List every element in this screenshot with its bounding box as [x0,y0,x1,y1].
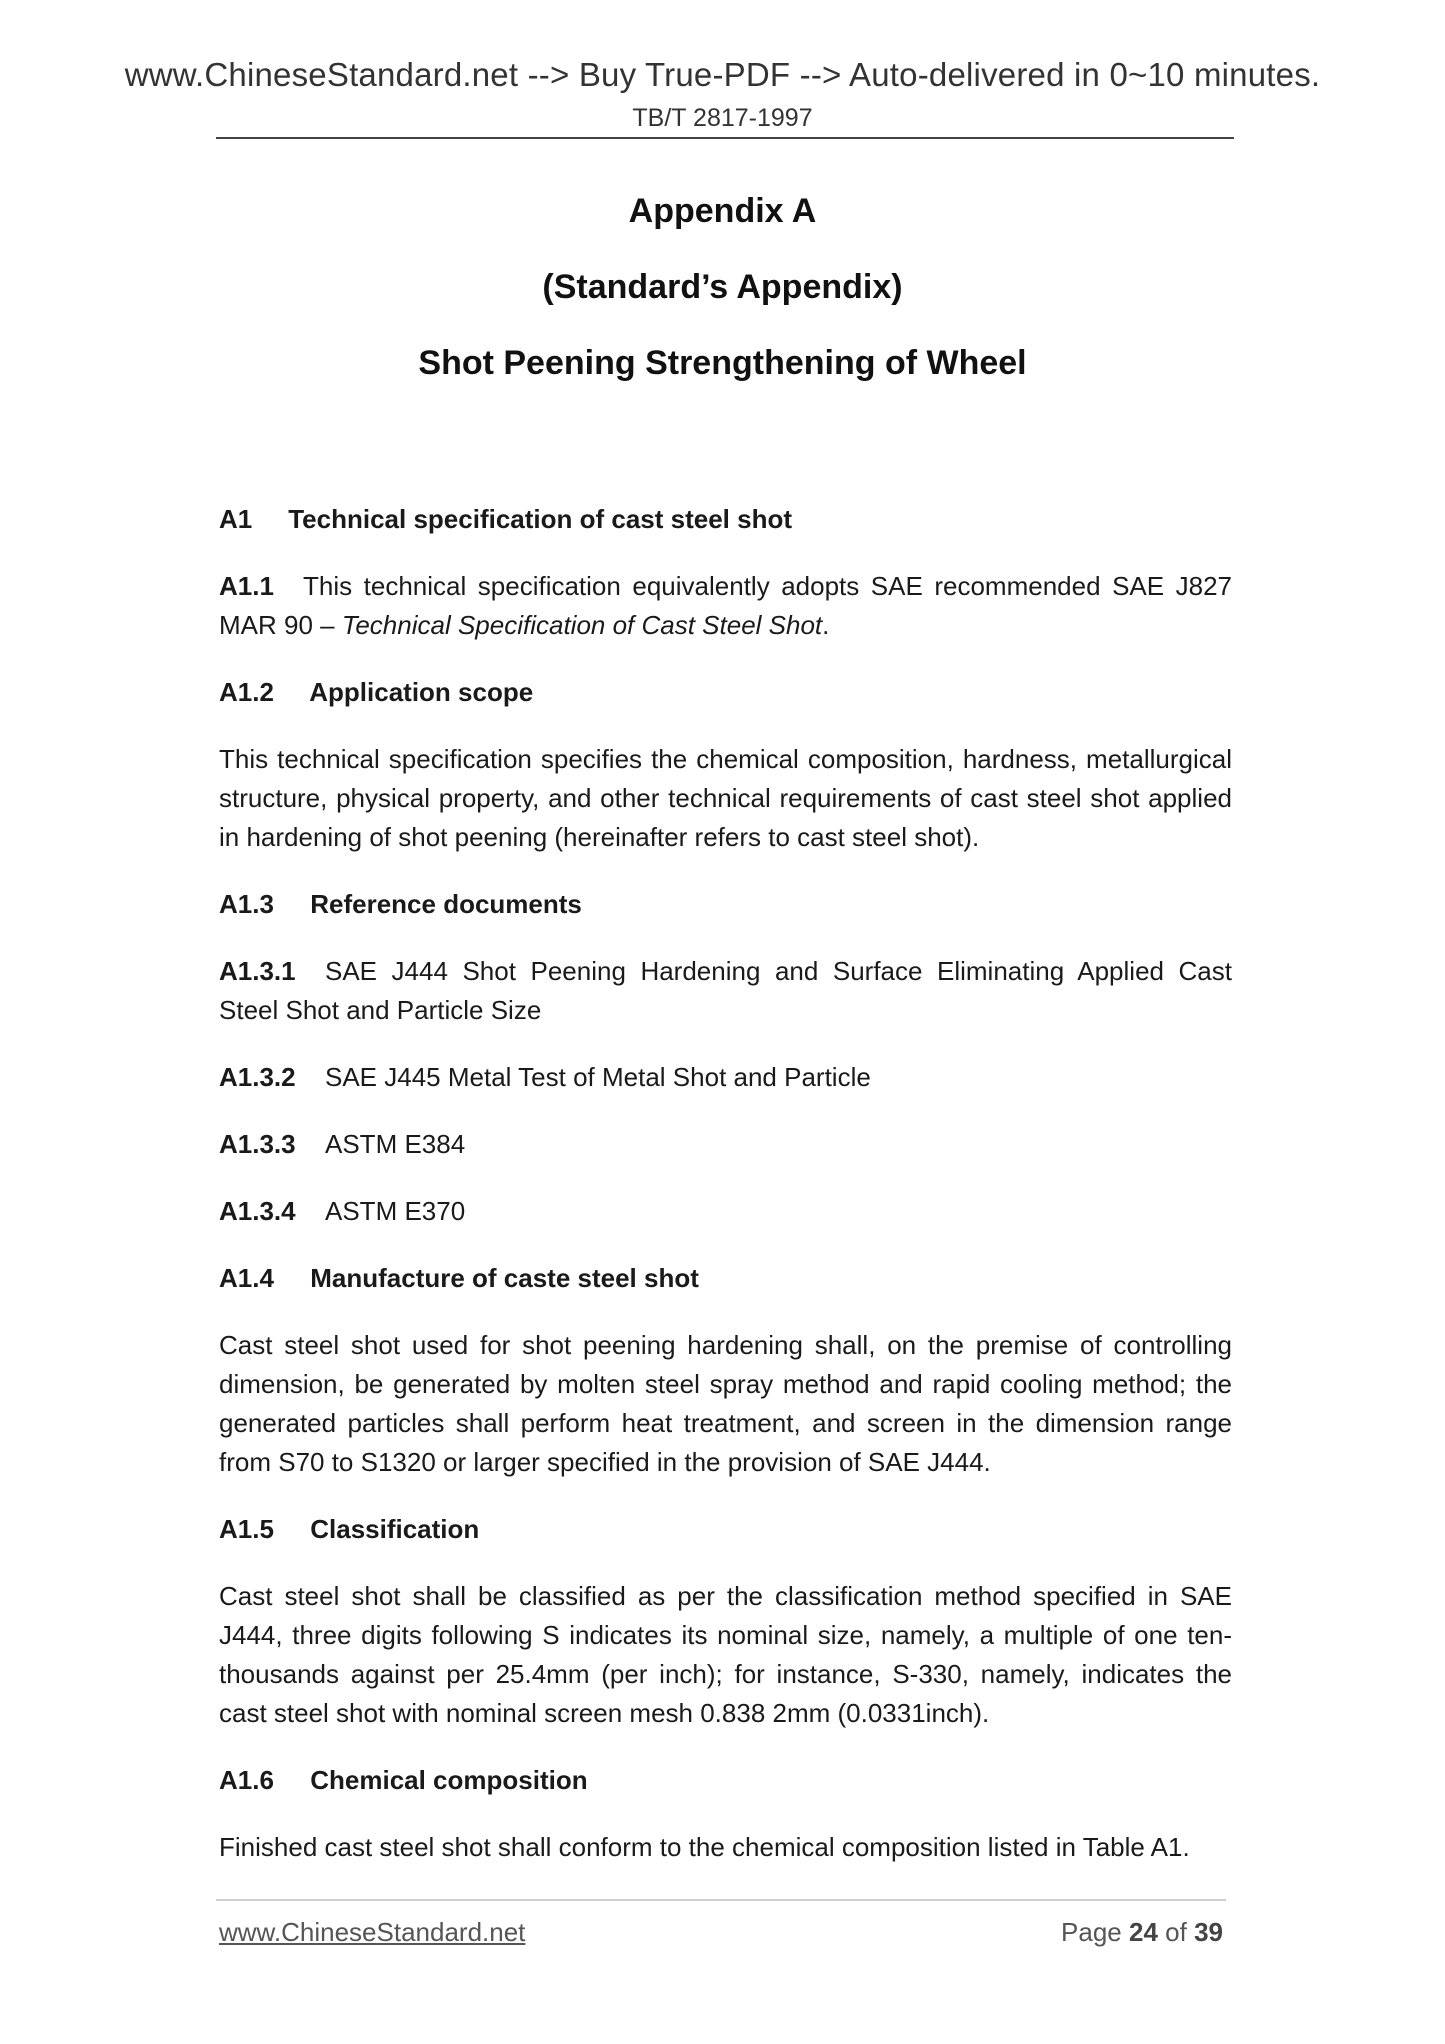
section-heading-a1-4 [219,1259,1232,1298]
section-heading-a1 [219,500,1232,539]
site-banner: www.ChineseStandard.net --> Buy True-PDF --> Auto-delivered in 0~10 minutes. [124,56,1321,93]
section-number: A1.3 [219,889,274,919]
section-title: Classification [310,1514,480,1544]
page-of-label: of [1165,1917,1187,1947]
clause-number: A1.3.4 [219,1196,296,1226]
clause-a1-3-4 [219,1192,1232,1231]
section-heading-a1-5 [219,1510,1232,1549]
paragraph-a1-4: Cast steel shot used for shot peening hardening shall, on the premise of controlling dimension, be generated by molten steel spray method and rapid cooling method; the generated particles shall perform heat treatment, and screen in the dimension range from S70 to S1320 or larger specified in the provision of SAE J444. [219,1330,1232,1477]
clause-text: ASTM E370 [325,1196,466,1226]
appendix-subject: Shot Peening Strengthening of Wheel [418,344,1027,382]
paragraph-a1-2: This technical specification specifies the chemical composition, hardness, metallurgical structure, physical property, and other technical requirements of cast steel shot applied in hardening of shot peening (hereinafter refers to cast steel shot). [219,744,1232,852]
page-indicator [1061,1917,1223,1948]
document-code: TB/T 2817-1997 [632,104,813,132]
section-heading-a1-6 [219,1761,1232,1800]
section-number: A1 [219,504,253,534]
header-divider [216,137,1234,139]
clause-number: A1.3.2 [219,1062,296,1092]
clause-a1-3-1 [219,952,1232,1030]
page-current: 24 [1129,1917,1158,1947]
page-label: Page [1061,1917,1122,1947]
section-title: Chemical composition [310,1765,588,1795]
clause-number: A1.3.3 [219,1129,296,1159]
section-title: Technical specification of cast steel shot [288,504,793,534]
appendix-title: Appendix A [628,192,817,230]
clause-text: SAE J444 Shot Peening Hardening and Surface Eliminating Applied Cast Steel Shot and Particle Size [219,956,1232,1025]
clause-a1-3-2 [219,1058,1232,1097]
section-number: A1.6 [219,1765,274,1795]
appendix-type: (Standard’s Appendix) [542,268,903,306]
section-title: Manufacture of caste steel shot [310,1263,699,1293]
section-number: A1.5 [219,1514,274,1544]
footer-site-link[interactable]: www.ChineseStandard.net [219,1917,526,1947]
footer-divider [216,1899,1226,1901]
section-number: A1.4 [219,1263,274,1293]
clause-text: ASTM E384 [325,1129,466,1159]
clause-a1-3-3 [219,1125,1232,1164]
clause-a1-1 [219,567,1232,645]
section-title: Reference documents [310,889,582,919]
document-body [219,500,1232,1867]
paragraph-a1-6: Finished cast steel shot shall conform to the chemical composition listed in Table A1. [219,1832,1190,1862]
clause-text: SAE J445 Metal Test of Metal Shot and Particle [325,1062,871,1092]
section-title: Application scope [309,677,534,707]
page-total: 39 [1194,1917,1223,1947]
clause-number: A1.3.1 [219,956,296,986]
section-heading-a1-2 [219,673,1232,712]
clause-number: A1.1 [219,571,274,601]
clause-text: This technical specification equivalently adopts SAE recommended SAE J827 MAR 90 – [219,571,1232,640]
section-heading-a1-3 [219,885,1232,924]
section-number: A1.2 [219,677,274,707]
clause-document-title: Technical Specification of Cast Steel Shot [341,610,823,640]
paragraph-a1-5: Cast steel shot shall be classified as per the classification method specified in SAE J444, three digits following S indicates its nominal size, namely, a multiple of one ten-thousands against per 25.4mm (per inch); for instance, S-330, namely, indicates the cast steel shot with nominal screen mesh 0.838 2mm (0.0331inch). [219,1581,1232,1728]
clause-text-end: . [822,610,830,640]
